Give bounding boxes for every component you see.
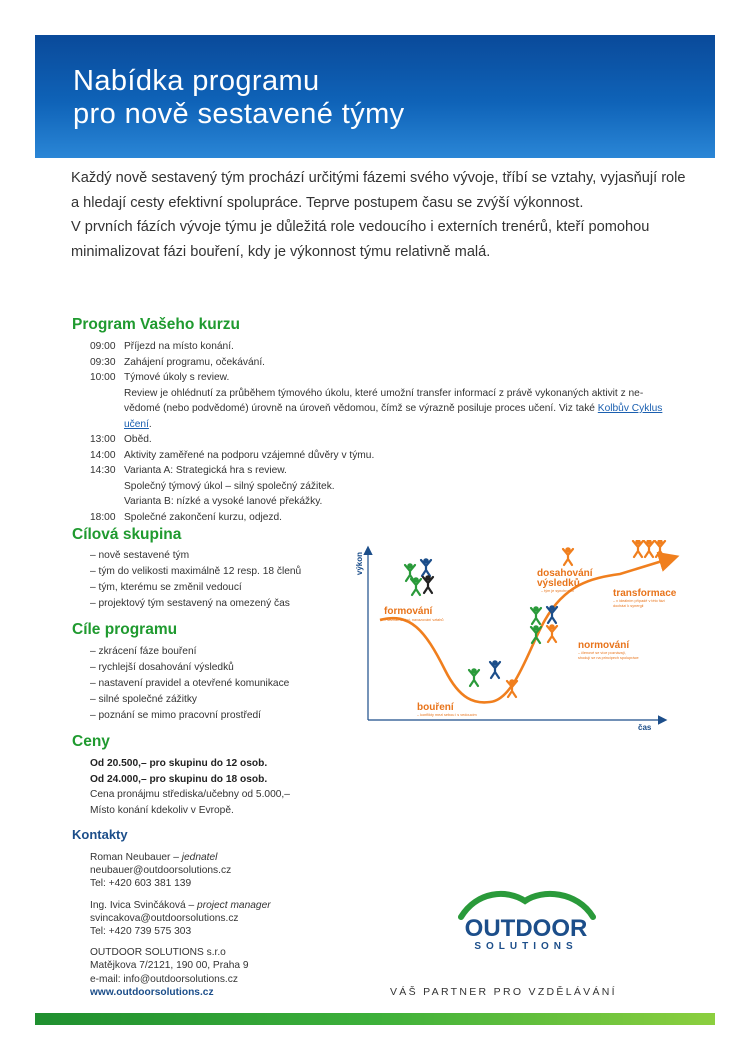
team-figures-forming (405, 559, 433, 595)
schedule-time: 09:30 (90, 356, 116, 368)
list-item: – tým, kterému se změnil vedoucí (90, 582, 242, 593)
list-item: – silné společné zážitky (90, 694, 198, 705)
schedule-text: Zahájení programu, očekávání. (124, 356, 266, 368)
company-website-link[interactable]: www.outdoorsolutions.cz (90, 986, 214, 998)
schedule-row (90, 448, 690, 464)
schedule-text: Příjezd na místo konání. (124, 341, 234, 352)
list-item: – poznání se mimo pracovní prostředí (90, 710, 262, 721)
intro-paragraph-2: V prvních fázích vývoje týmu je důležitá role vedoucího i externích trenérů, kteří pomohou minimalizovat fázi bouření, kdy je výkonnost týmu relativně malá. (71, 219, 650, 261)
intro-text (71, 166, 686, 265)
phase-performing-2: výsledků (537, 578, 580, 589)
schedule-time: 14:30 (90, 465, 116, 476)
team-figures-performing (563, 548, 573, 565)
program-heading: Program Vašeho kurzu (72, 316, 240, 333)
contact-person-1: Roman Neubauer – jednatel neubauer@outdoorsolutions.cz Tel: +420 603 381 139 (90, 851, 271, 891)
contact-email[interactable]: svincakova@outdoorsolutions.cz (90, 912, 239, 924)
team-figures-storming (469, 661, 517, 697)
company-email[interactable]: e-mail: info@outdoorsolutions.cz (90, 973, 238, 985)
contact-name: Ing. Ivica Svinčáková (90, 899, 186, 911)
list-item: – projektový tým sestavený na omezený čas (90, 598, 290, 609)
schedule-text-main: Týmové úkoly s review. (124, 372, 230, 383)
goals-heading: Cíle programu (72, 621, 178, 638)
contact-email[interactable]: neubauer@outdoorsolutions.cz (90, 865, 232, 877)
contact-name: Roman Neubauer (90, 852, 171, 863)
y-axis-label: výkon (355, 552, 364, 576)
phase-norming: normování (578, 640, 630, 651)
list-item: – zkrácení fáze bouření (90, 646, 197, 657)
team-figures-transforming (633, 540, 665, 557)
schedule-time: 18:00 (90, 511, 116, 523)
price-18: Od 24.000,– pro skupinu do 18 osob. (90, 773, 268, 785)
x-axis-label: čas (638, 723, 652, 732)
contact-phone: Tel: +420 603 381 139 (90, 878, 192, 890)
goals-list (90, 644, 289, 724)
intro-paragraph-1: Každý nově sestavený tým prochází určitými fázemi svého vývoje, tříbí se vztahy, vyjasňují role a hledají cesty efektivní spolupráce. Teprve postupem času se zvýší výkonnost. (71, 170, 686, 211)
schedule-row (90, 432, 690, 448)
schedule-time: 09:00 (90, 341, 116, 352)
target-group-list (90, 548, 301, 612)
schedule-text (124, 370, 690, 432)
list-item: – rychlejší dosahování výsledků (90, 662, 234, 673)
schedule-row (90, 355, 690, 371)
schedule-time: 13:00 (90, 434, 116, 445)
company-name: OUTDOOR SOLUTIONS s.r.o (90, 947, 226, 959)
review-note-tail: . (148, 418, 152, 430)
title-line-2: pro nově sestavené týmy (73, 98, 405, 130)
list-item: – nově sestavené tým (90, 550, 190, 561)
venue-location: Místo konání kdekoliv v Evropě. (90, 804, 234, 816)
schedule-row (90, 463, 690, 510)
schedule-time: 14:00 (90, 449, 116, 461)
mountains-icon (461, 894, 593, 917)
schedule-time: 10:00 (90, 372, 116, 383)
schedule-text (124, 463, 690, 510)
contact-role: jednatel (181, 852, 218, 863)
contact-phone: Tel: +420 739 575 303 (90, 926, 192, 938)
prices-heading: Ceny (72, 733, 110, 750)
target-group-heading: Cílová skupina (72, 526, 182, 543)
schedule-text: Společné zakončení kurzu, odjezd. (124, 511, 283, 523)
title-line-1: Nabídka programu (73, 65, 320, 97)
kolb-cycle-link[interactable]: Kolbův Cyklus učení (124, 403, 663, 430)
phase-forming-desc: – seznamování, navazování vztahů (384, 618, 444, 622)
slogan: VÁŠ PARTNER PRO VZDĚLÁVÁNÍ (390, 986, 617, 998)
contacts-heading: Kontakty (72, 827, 128, 842)
review-note (124, 386, 690, 433)
page-title (73, 65, 405, 131)
schedule-row (90, 370, 690, 432)
phase-transforming-desc-1: – v ideálním případě v této fázi (613, 599, 665, 603)
phase-transforming: transformace (613, 588, 677, 599)
contact-role: project manager (197, 899, 271, 911)
logo-word-solutions: SOLUTIONS (474, 941, 578, 952)
phase-storming: bouření (417, 702, 454, 713)
company-info (90, 946, 271, 999)
phase-norming-desc-2: shodují se na principech spolupráce (578, 656, 639, 660)
schedule-text-line2: Společný týmový úkol – silný společný zážitek. (124, 480, 335, 492)
prices-block (90, 756, 290, 818)
company-address: Matějkova 7/2121, 190 00, Praha 9 (90, 960, 249, 972)
price-12: Od 20.500,– pro skupinu do 12 osob. (90, 758, 268, 769)
contacts-block (90, 851, 271, 1007)
phase-performing-1: dosahování (537, 568, 593, 579)
schedule-row (90, 339, 690, 355)
schedule-text: Aktivity zaměřené na podporu vzájemné důvěry v týmu. (124, 449, 375, 461)
phase-forming: formování (384, 606, 433, 617)
phase-norming-desc-1: – členové se více poznávají, (578, 651, 626, 655)
program-schedule (90, 339, 690, 525)
list-item: – nastavení pravidel a otevřené komunikace (90, 678, 290, 689)
schedule-text-line3: Varianta B: nízké a vysoké lanové překážky. (124, 496, 323, 507)
contact-person-2: Ing. Ivica Svinčáková – project manager svincakova@outdoorsolutions.cz Tel: +420 739 575 303 (90, 899, 271, 938)
outdoor-solutions-logo (447, 887, 605, 953)
schedule-row (90, 510, 690, 526)
logo-word-outdoor: OUTDOOR (464, 915, 588, 942)
footer-bar (35, 1013, 715, 1025)
header-banner (35, 35, 715, 158)
schedule-text: Oběd. (124, 434, 152, 445)
team-development-diagram (340, 540, 710, 735)
venue-price: Cena pronájmu střediska/učebny od 5.000,– (90, 789, 290, 800)
schedule-text-main: Varianta A: Strategická hra s review. (124, 465, 287, 476)
phase-storming-desc: – konflikty mezi sebou i s vedoucím (417, 713, 477, 717)
list-item: – tým do velikosti maximálně 12 resp. 18 členů (90, 566, 302, 577)
phase-transforming-desc-2: dochází k synergii (613, 604, 644, 608)
phase-performing-desc: – tým je synchronní (541, 589, 574, 593)
review-note-text: Review je ohlédnutí za průběhem týmového úkolu, které umožní transfer informací z právě vykonaných aktivit z ne-vědomé (nebo podvědomé) úrovně na úroveň vědomou, čímž se výrazně posiluje proces učení. Viz také (124, 387, 644, 414)
